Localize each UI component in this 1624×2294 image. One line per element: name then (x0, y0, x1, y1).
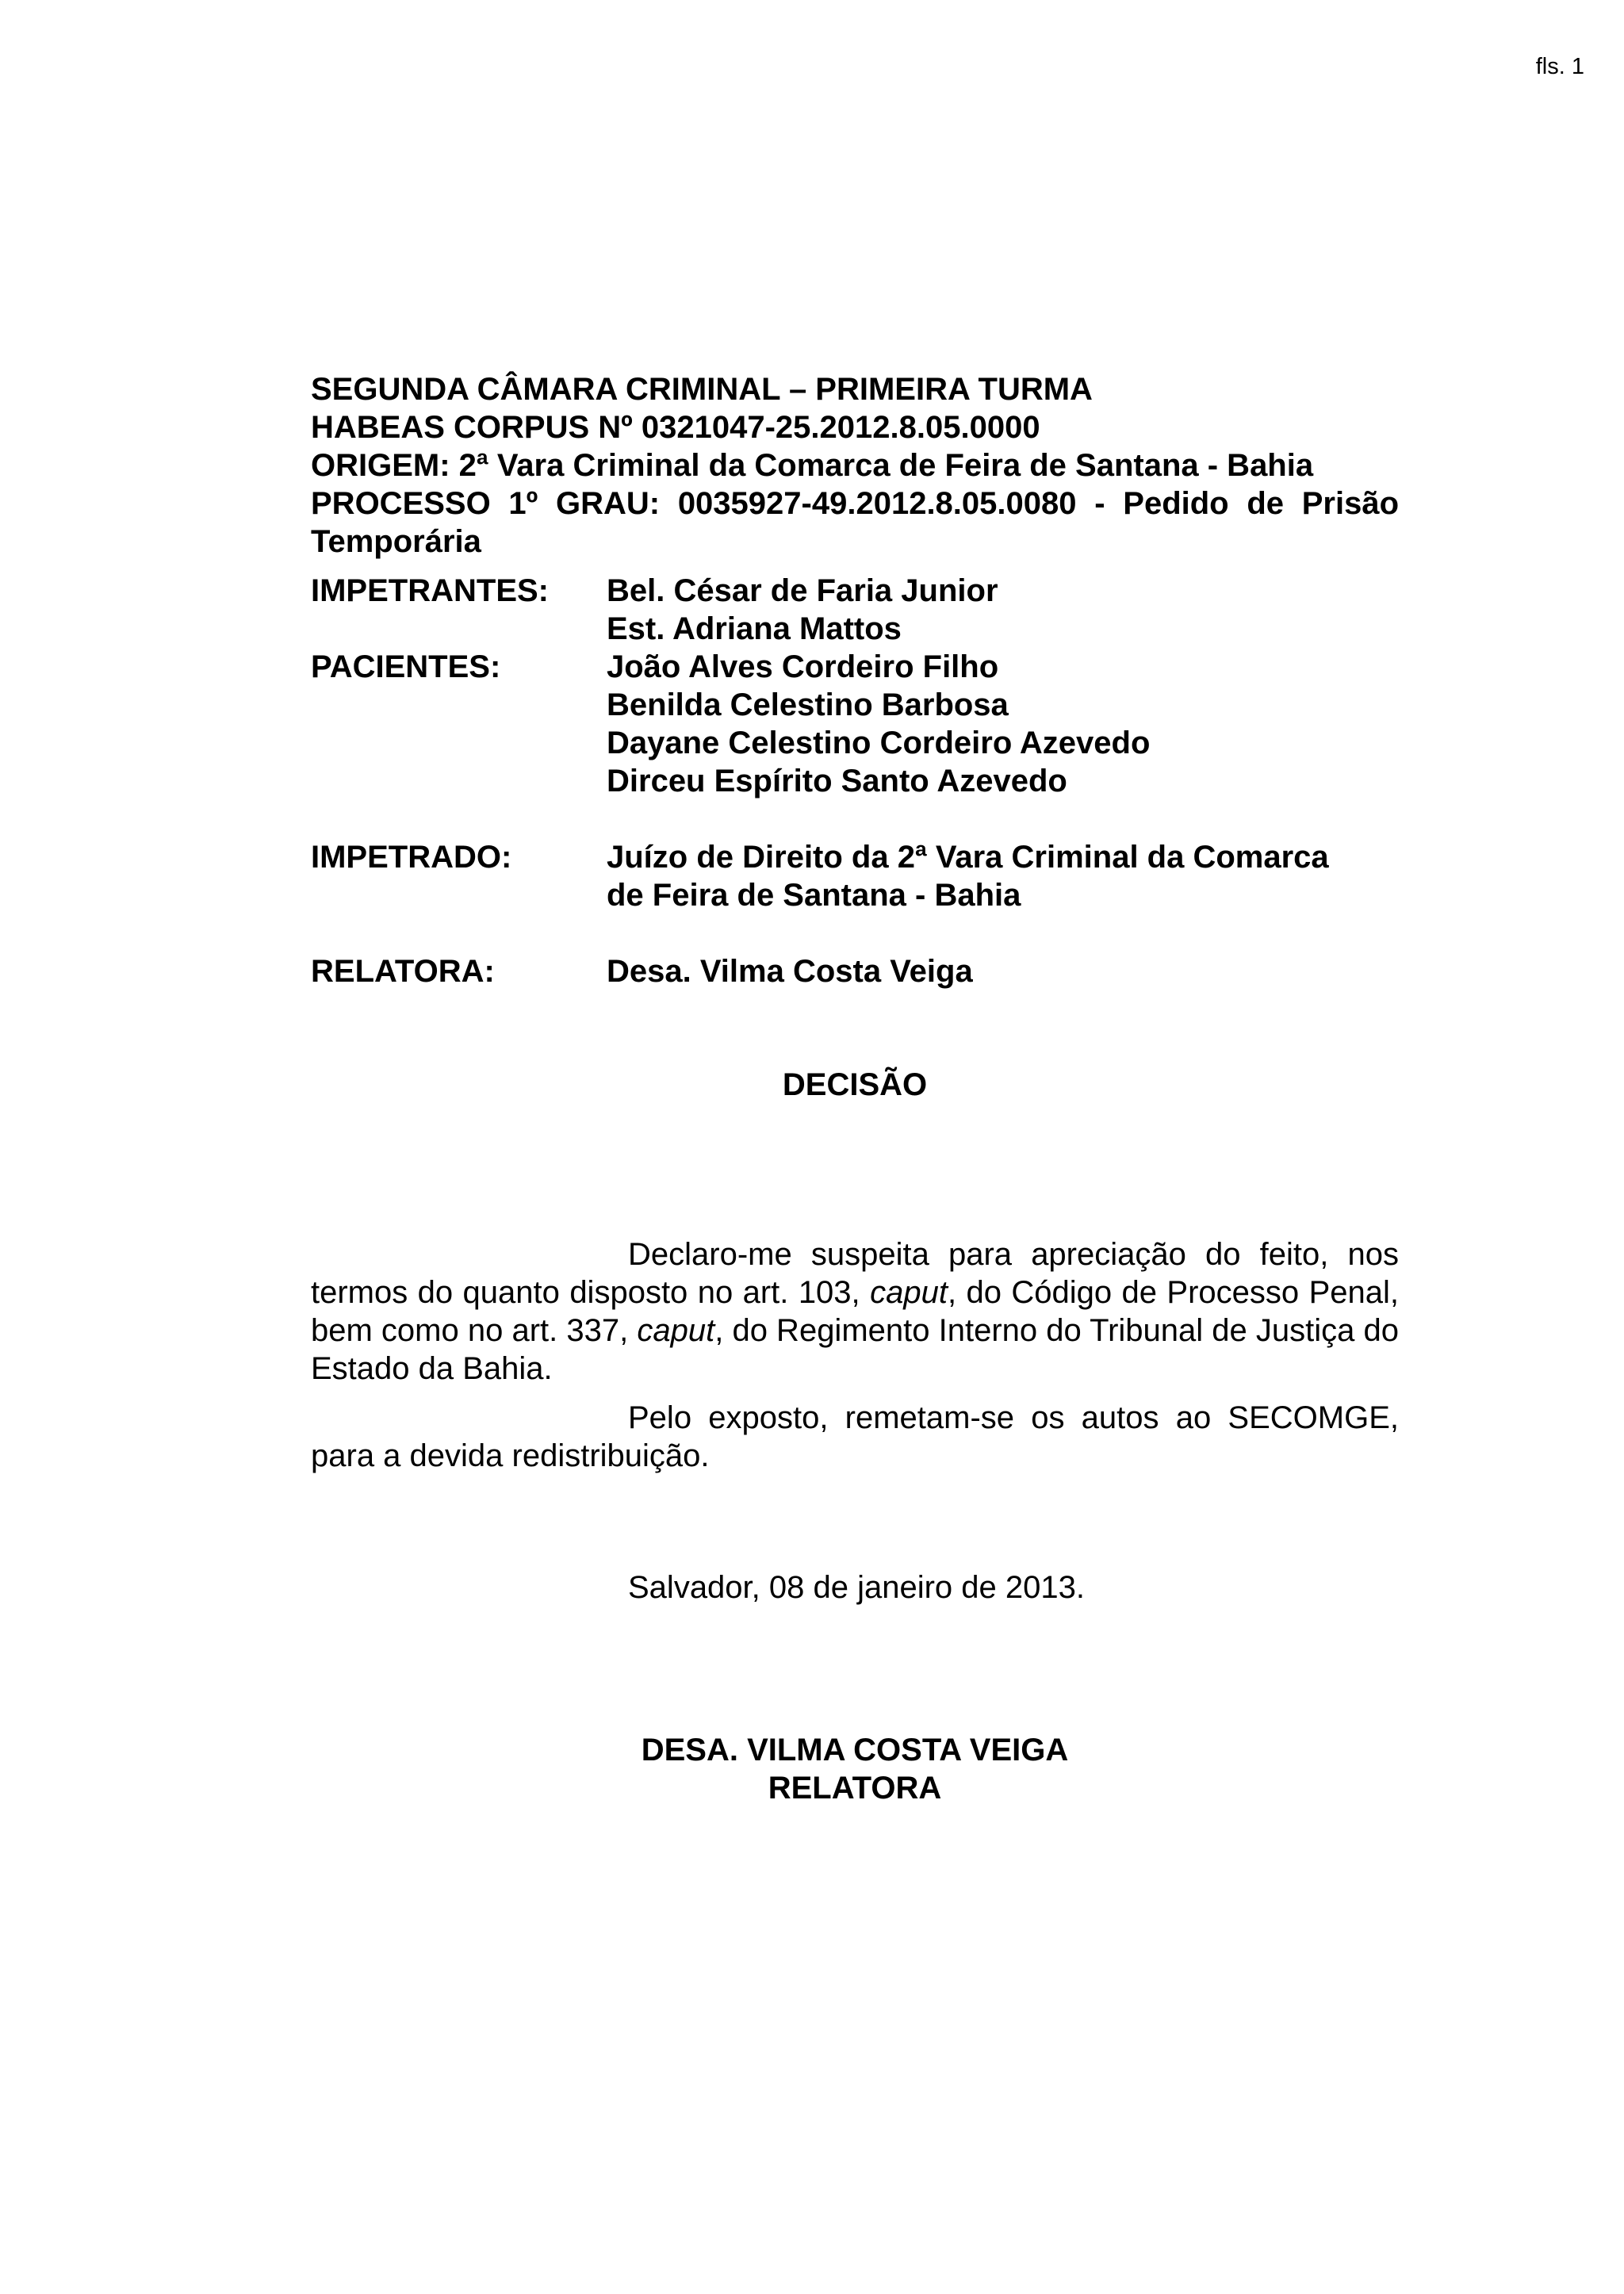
impetrantes-values (607, 572, 1399, 648)
case-header (311, 370, 1399, 561)
paciente-name: João Alves Cordeiro Filho (607, 649, 999, 684)
impetrado-row (311, 838, 1399, 914)
document-title: DECISÃO (782, 1067, 928, 1102)
signature-block (311, 1731, 1399, 1807)
relatora-row (311, 952, 1399, 990)
caput-italic-2: caput (637, 1313, 715, 1348)
chamber-line: SEGUNDA CÂMARA CRIMINAL – PRIMEIRA TURMA (311, 372, 1093, 407)
pacientes-label: PACIENTES: (311, 649, 501, 684)
paciente-name: Dirceu Espírito Santo Azevedo (607, 764, 1067, 798)
page-folio: fls. 1 (1535, 54, 1584, 79)
document-body (311, 370, 1399, 1807)
paciente-name: Benilda Celestino Barbosa (607, 687, 1009, 722)
signer-name: DESA. VILMA COSTA VEIGA (641, 1733, 1069, 1767)
impetrado-values (607, 838, 1399, 914)
paragraph-1 (311, 1235, 1399, 1388)
impetrado-label: IMPETRADO: (311, 840, 512, 875)
relatora-values (607, 952, 1399, 990)
origin-line: ORIGEM: 2ª Vara Criminal da Comarca de Feira de Santana - Bahia (311, 448, 1314, 483)
impetrado-line: de Feira de Santana - Bahia (607, 878, 1021, 913)
impetrado-line: Juízo de Direito da 2ª Vara Criminal da Comarca (607, 840, 1329, 875)
paciente-name: Dayane Celestino Cordeiro Azevedo (607, 726, 1151, 760)
impetrante-name: Est. Adriana Mattos (607, 611, 902, 646)
paragraph-1-part-c: , do Regimento Interno do Tribunal de Justiça do Estado da Bahia. (311, 1313, 1400, 1386)
habeas-corpus-line: HABEAS CORPUS Nº 0321047-25.2012.8.05.0000 (311, 410, 1040, 445)
paragraph-1-part-b: , do Código de Processo Penal, bem como no art. 337, (311, 1275, 1399, 1348)
paragraph-1-part-a: Declaro-me suspeita para apreciação do feito, nos termos do quanto disposto no art. 103, (311, 1237, 1399, 1310)
relatora-label: RELATORA: (311, 954, 495, 989)
relatora-name: Desa. Vilma Costa Veiga (607, 954, 973, 989)
pacientes-values (607, 648, 1399, 800)
pacientes-row (311, 648, 1399, 800)
parties-block (311, 572, 1399, 990)
impetrantes-label: IMPETRANTES: (311, 573, 549, 608)
impetrante-name: Bel. César de Faria Junior (607, 573, 998, 608)
date-line: Salvador, 08 de janeiro de 2013. (628, 1570, 1085, 1605)
impetrantes-row (311, 572, 1399, 648)
decision-text (311, 1235, 1399, 1475)
paragraph-2: Pelo exposto, remetam-se os autos ao SECOMGE, para a devida redistribuição. (311, 1400, 1399, 1473)
signer-role: RELATORA (768, 1771, 942, 1806)
caput-italic-1: caput (870, 1275, 948, 1310)
process-line: PROCESSO 1º GRAU: 0035927-49.2012.8.05.0080 - Pedido de Prisão (311, 486, 1399, 521)
process-line-continuation: Temporária (311, 524, 481, 559)
